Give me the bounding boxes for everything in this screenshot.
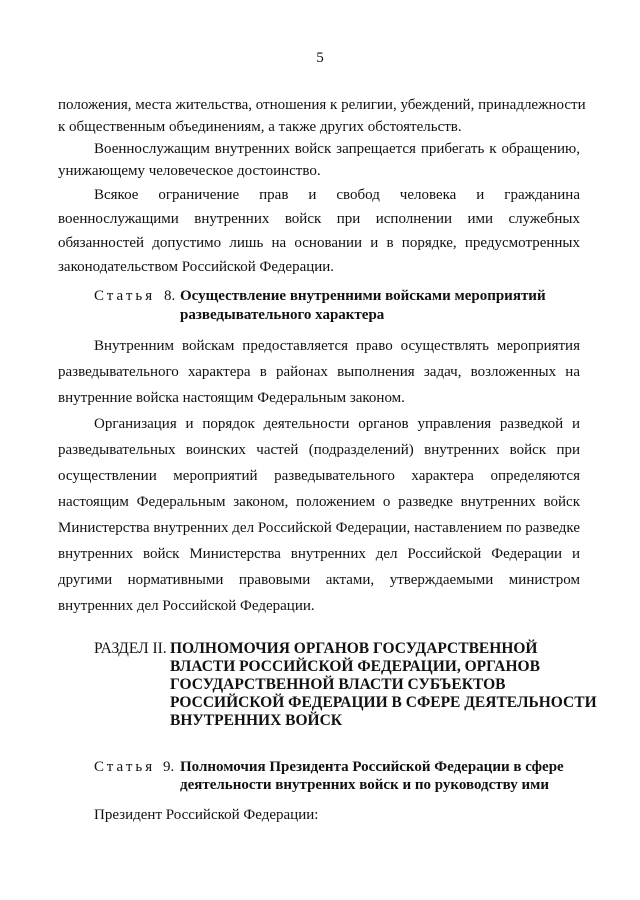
article-label: Статья [94,288,156,304]
article-title: Осуществление внутренними войсками мероприятий [180,288,546,304]
article-number: 9. [163,759,175,775]
paragraph-line: военнослужащими внутренних войск при исполнении ими служебных [58,211,580,227]
article-number: 8. [164,288,176,304]
section-title: ГОСУДАРСТВЕННОЙ ВЛАСТИ СУБЪЕКТОВ [170,676,506,693]
paragraph-line: Внутренним войскам предоставляется право осуществлять мероприятия [94,338,580,354]
article-label: Статья [94,759,156,775]
paragraph-line: Организация и порядок деятельности органов управления разведкой и [94,416,580,432]
paragraph-line: разведывательных воинских частей (подразделений) внутренних войск при [58,442,580,458]
paragraph-line: обязанностей допустимо лишь на основании и в порядке, предусмотренных [58,235,580,251]
paragraph-line: Всякое ограничение прав и свобод человека и гражданина [94,187,580,203]
paragraph-line: законодательством Российской Федерации. [58,259,335,275]
section-title: РОССИЙСКОЙ ФЕДЕРАЦИИ В СФЕРЕ ДЕЯТЕЛЬНОСТИ [170,694,597,711]
section-title: ВНУТРЕННИХ ВОЙСК [170,712,343,729]
paragraph-line: внутренние войска настоящим Федеральным законом. [58,390,405,406]
paragraph-line: внутренних войск Министерства внутренних дел Российской Федерации и [58,546,580,562]
section-title: ВЛАСТИ РОССИЙСКОЙ ФЕДЕРАЦИИ, ОРГАНОВ [170,658,540,675]
article-title: Полномочия Президента Российской Федерации в сфере [180,759,564,775]
section-label: РАЗДЕЛ II. [94,640,167,657]
paragraph-line: осуществлении мероприятий разведывательного характера определяются [58,468,580,484]
paragraph-line: к общественным объединениям, а также других обстоятельств. [58,119,462,135]
paragraph-line: Президент Российской Федерации: [94,807,319,823]
paragraph-line: Военнослужащим внутренних войск запрещается прибегать к обращению, [94,141,580,157]
paragraph-line: разведывательного характера в районах выполнения задач, возложенных на [58,364,580,380]
page-number: 5 [316,50,324,66]
paragraph-line: унижающему человеческое достоинство. [58,163,321,179]
paragraph-line: другими нормативными правовыми актами, утверждаемыми министром [58,572,580,588]
paragraph-line: внутренних дел Российской Федерации. [58,598,315,614]
article-title: разведывательного характера [180,307,385,323]
article-title: деятельности внутренних войск и по руководству ими [180,777,549,793]
paragraph-line: Министерства внутренних дел Российской Федерации, наставлением по разведке [58,520,580,536]
paragraph-line: настоящим Федеральным законом, положением о разведке внутренних войск [58,494,580,510]
paragraph-line: положения, места жительства, отношения к религии, убеждений, принадлежности [58,97,586,113]
section-title: ПОЛНОМОЧИЯ ОРГАНОВ ГОСУДАРСТВЕННОЙ [170,640,538,657]
